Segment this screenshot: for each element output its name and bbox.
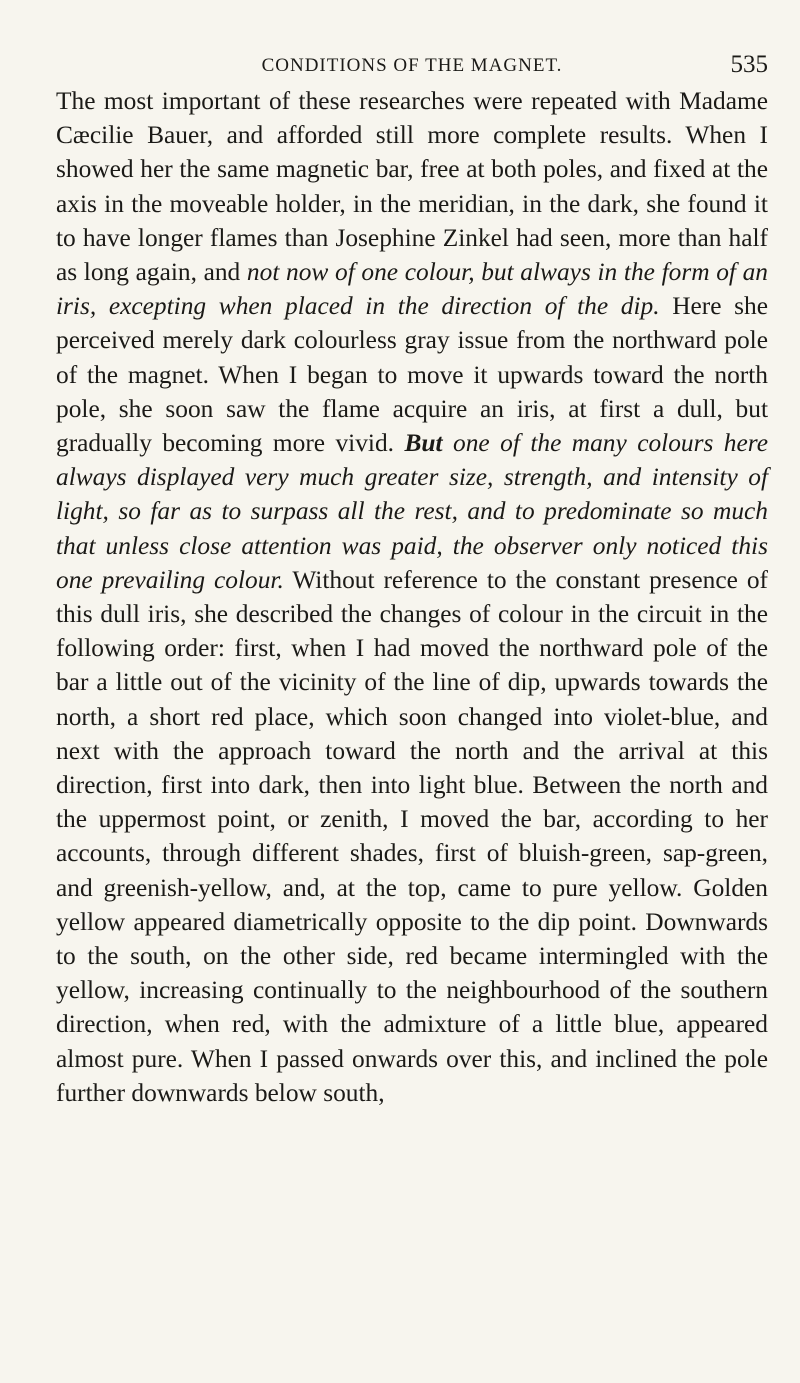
page-number: 535 (730, 51, 768, 78)
italic-run: one of the many colours here always displayed very much greater size, strength, and intensity of light, so far as to surpass all the rest, and to predominate so much that unless close attention was paid, the observer only noticed this one prevailing colour. (56, 429, 768, 594)
main-paragraph (56, 84, 768, 1110)
text-run: Here she perceived merely dark colourless gray issue from the northward pole of the magnet. When I began to move it upwards toward the north pole, she soon saw the flame acquire an iris, at first a dull, but gradually becoming more vivid. (56, 292, 769, 458)
italic-run: not now of one colour, but always in the form of an iris, excepting when placed in the direction of the dip. (56, 258, 768, 321)
text-run: The most important of these researches were repeated with Madame Cæcilie Bauer, and afforded still more complete results. When I showed her the same magnetic bar, free at both poles, and fixed at the axis in the moveable holder, in the meridian, in the dark, she found it to have longer flames than Josephine Zinkel had seen, more than half as long again, and (56, 87, 768, 287)
running-title: CONDITIONS OF THE MAGNET. (261, 55, 563, 76)
page-header (56, 0, 768, 84)
text-run: Without reference to the constant presence of this dull iris, she described the changes of colour in the circuit in the following order: first, when I had moved the northward pole of the bar a little out of the vicinity of the line of dip, upwards towards the north, a short red place, which soon changed into violet-blue, and next with the approach toward the north and the arrival at this direction, first into dark, then into light blue. Between the north and the uppermost point, or zenith, I moved the bar, according to her accounts, through different shades, first of bluish-green, sap-green, and greenish-yellow, and, at the top, came to pure yellow. Golden yellow appeared diametrically opposite to the dip point. Downwards to the south, on the other side, red became intermingled with the yellow, increasing continually to the neighbourhood of the southern direction, when red, with the admixture of a little blue, appeared almost pure. When I passed onwards over this, and inclined the pole further downwards below south, (56, 565, 769, 1107)
bold-italic-run: But (404, 429, 443, 458)
